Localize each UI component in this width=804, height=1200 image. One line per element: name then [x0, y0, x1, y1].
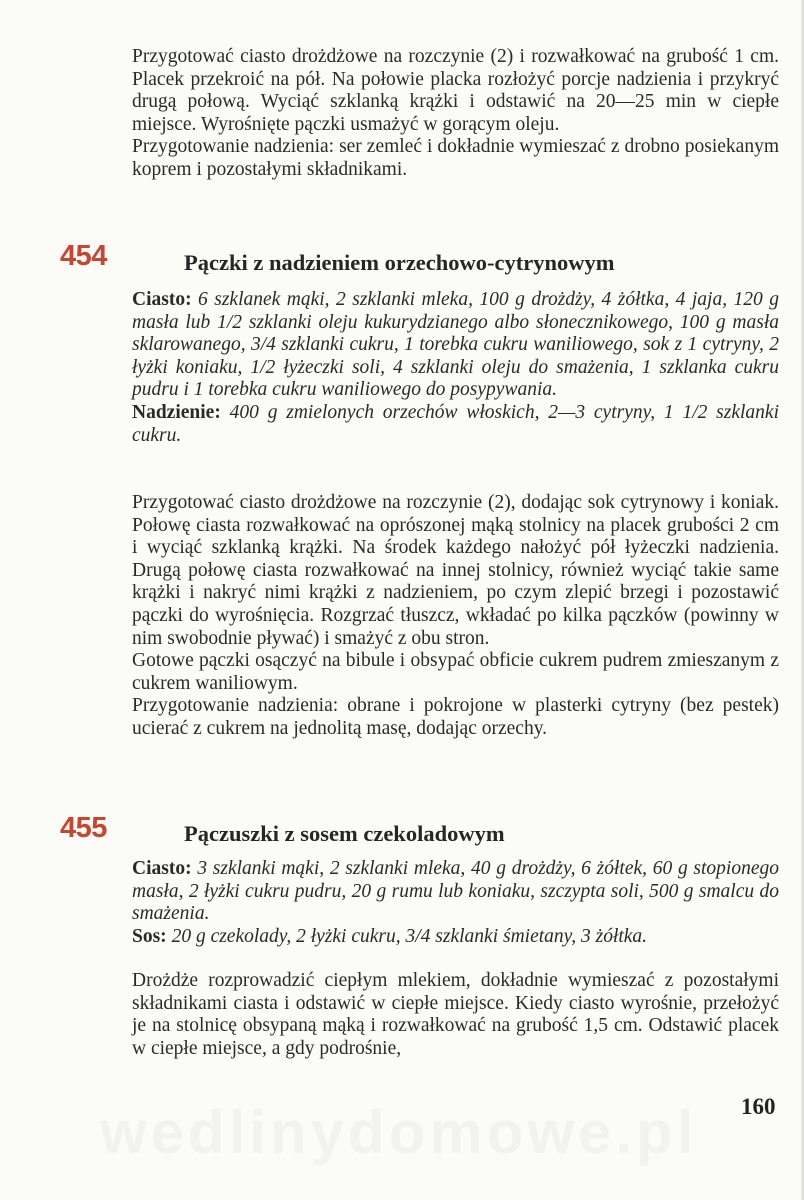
watermark: wedlinydomowe.pl — [100, 1099, 698, 1166]
ingredients-454 — [132, 289, 779, 447]
ciasto-ingredients: 3 szklanki mąki, 2 szklanki mleka, 40 g drożdży, 6 żółtek, 60 g stopionego masła, 2 łyżki cukru pudru, 20 g rumu lub koniaku, szczypta soli, 500 g smalcu do smażenia. — [132, 858, 780, 925]
top-section — [132, 46, 779, 182]
recipe-title-454: Pączki z nadzieniem orzechowo-cytrynowym — [184, 250, 615, 275]
sos-label: Sos: — [132, 925, 167, 947]
ciasto-label: Ciasto: — [132, 858, 192, 879]
method-455 — [132, 970, 779, 1060]
method-paragraph-3: Przygotowanie nadzienia: obrane i pokrojone w plasterki cytryny (bez pestek) ucierać z cukrem na jednolitą masę, dodając orzechy. — [132, 695, 779, 739]
ingredients-455 — [132, 858, 779, 948]
nadzienie-ingredients: 400 g zmielonych orzechów włoskich, 2—3 cytryny, 1 1/2 szklanki cukru. — [132, 401, 779, 446]
method-paragraph-2: Gotowe pączki osączyć na bibule i obsypać obficie cukrem pudrem zmieszanym z cukrem waniliowym. — [132, 650, 779, 694]
sos-ingredients: 20 g czekolady, 2 łyżki cukru, 3/4 szklanki śmietany, 3 żółtka. — [171, 925, 648, 947]
ciasto-label: Ciasto: — [132, 289, 192, 310]
recipe-number-455: 455 — [60, 812, 107, 844]
method-paragraph-1: Drożdże rozprowadzić ciepłym mlekiem, dokładnie wymieszać z pozostałymi składnikami ciasta i odstawić w ciepłe miejsce. Kiedy ciasto wyrośnie, przełożyć je na stolnicę obsypaną mąką i rozwałkować na grubość 1,5 cm. Odstawić placek w ciepłe miejsce, a gdy podrośnie, — [132, 970, 779, 1059]
recipe-number-454: 454 — [60, 240, 107, 272]
top-paragraph-1: Przygotować ciasto drożdżowe na rozczynie (2) i rozwałkować na grubość 1 cm. Placek przekroić na pół. Na połowie placka rozłożyć porcje nadzienia i przykryć drugą połową. Wyciąć szklanką krążki i odstawić na 20—25 min w ciepłe miejsce. Wyrośnięte pączki usmażyć w gorącym oleju. — [132, 46, 779, 135]
nadzienie-label: Nadzienie: — [132, 401, 221, 423]
top-paragraph-2: Przygotowanie nadzienia: ser zemleć i dokładnie wymieszać z drobno posiekanym koprem i pozostałymi składnikami. — [132, 136, 779, 180]
method-paragraph-1: Przygotować ciasto drożdżowe na rozczynie (2), dodając sok cytrynowy i koniak. Połowę ciasta rozwałkować na oprószonej mąką stolnicy na placek grubości 2 cm i wyciąć szklanką krążki. Na środek każdego nałożyć pół łyżeczki nadzienia. Drugą połowę ciasta rozwałkować na innej stolnicy, również wyciąć takie same krążki i nakryć nimi krążki z nadzieniem, po czym zlepić brzegi i pozostawić pączki do wyrośnięcia. Rozgrzać tłuszcz, wkładać po kilka pączków (powinny w nim swobodnie pływać) i smażyć z obu stron. — [132, 492, 779, 649]
ciasto-ingredients: 6 szklanek mąki, 2 szklanki mleka, 100 g drożdży, 4 żółtka, 4 jaja, 120 g masła lub 1/2 szklanki oleju kukurydzianego albo słonecznikowego, 100 g masła sklarowanego, 3/4 szklanki cukru, 1 torebka cukru waniliowego, sok z 1 cytryny, 2 łyżki koniaku, 1/2 łyżeczki soli, 4 szklanki oleju do smażenia, 1 szklanka cukru pudru i 1 torebka cukru waniliowego do posypywania. — [132, 289, 780, 401]
recipe-title-455: Pączuszki z sosem czekoladowym — [184, 821, 505, 846]
method-454 — [132, 492, 779, 741]
page-number: 160 — [741, 1094, 776, 1119]
